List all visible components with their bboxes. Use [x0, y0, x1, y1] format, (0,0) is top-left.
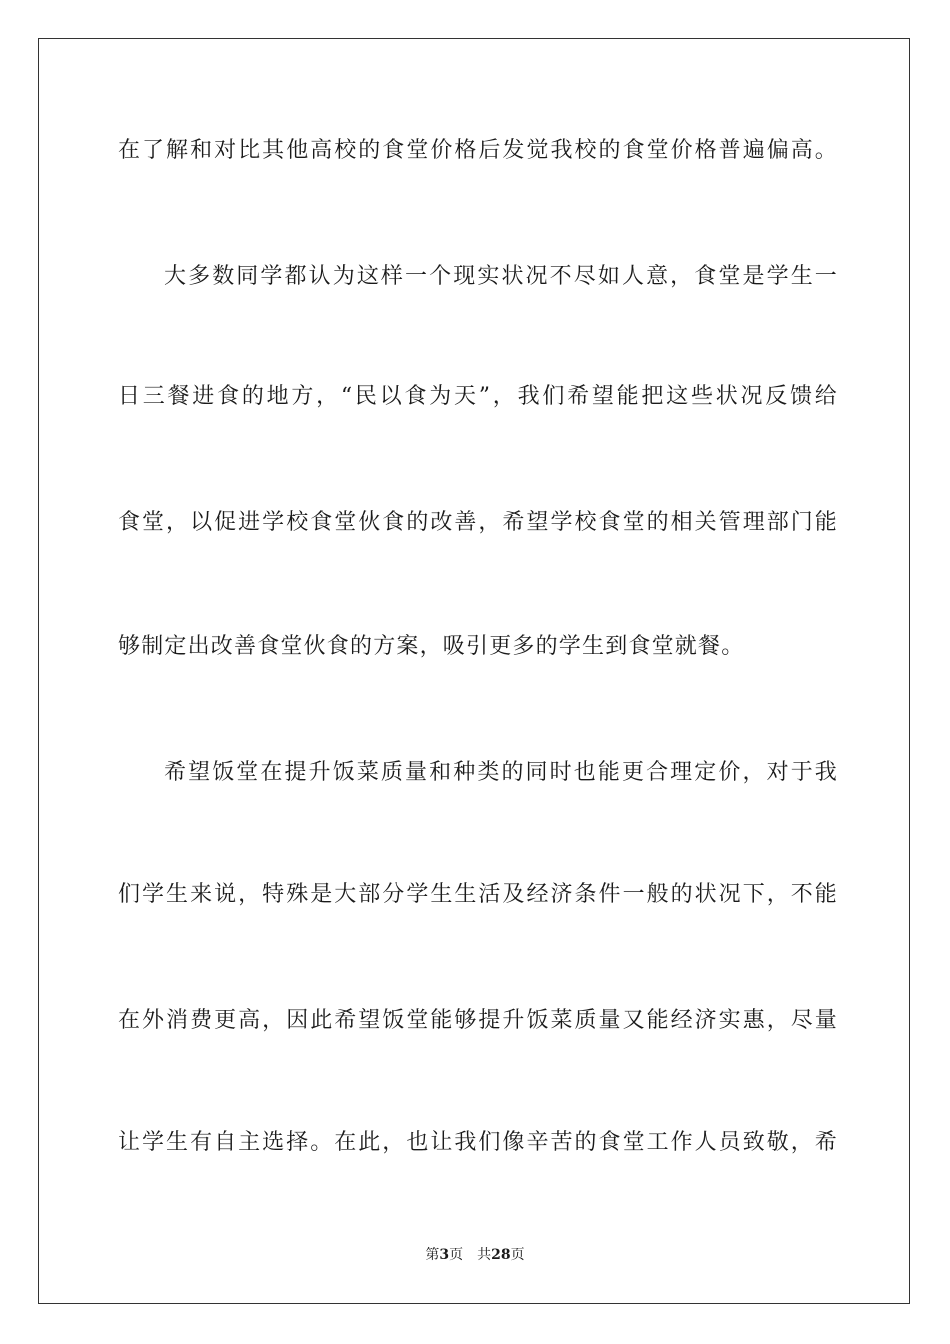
total-suffix: 页 — [510, 1247, 525, 1263]
text-line-9: 让学生有自主选择。在此，也让我们像辛苦的食堂工作人员致敬，希 — [118, 1130, 838, 1155]
text-line-1: 在了解和对比其他高校的食堂价格后发觉我校的食堂价格普遍偏高。 — [118, 138, 838, 163]
text-line-8: 在外消费更高，因此希望饭堂能够提升饭菜质量又能经济实惠，尽量 — [118, 1008, 838, 1033]
total-pages: 28 — [491, 1247, 511, 1263]
text-line-7: 们学生来说，特殊是大部分学生生活及经济条件一般的状况下，不能 — [118, 882, 838, 907]
text-line-3: 日三餐进食的地方，“民以食为天”，我们希望能把这些状况反馈给 — [118, 384, 838, 409]
page-footer — [0, 1246, 950, 1264]
page-border — [38, 38, 910, 1304]
page-number: 3 — [439, 1247, 450, 1263]
page-prefix: 第 — [425, 1247, 440, 1263]
page-suffix: 页 — [449, 1247, 464, 1263]
text-line-4: 食堂，以促进学校食堂伙食的改善，希望学校食堂的相关管理部门能 — [118, 510, 838, 535]
text-line-2: 大多数同学都认为这样一个现实状况不尽如人意，食堂是学生一 — [164, 264, 838, 289]
total-prefix: 共 — [477, 1247, 492, 1263]
text-line-6: 希望饭堂在提升饭菜质量和种类的同时也能更合理定价，对于我 — [164, 760, 838, 785]
text-line-5: 够制定出改善食堂伙食的方案，吸引更多的学生到食堂就餐。 — [118, 634, 745, 659]
